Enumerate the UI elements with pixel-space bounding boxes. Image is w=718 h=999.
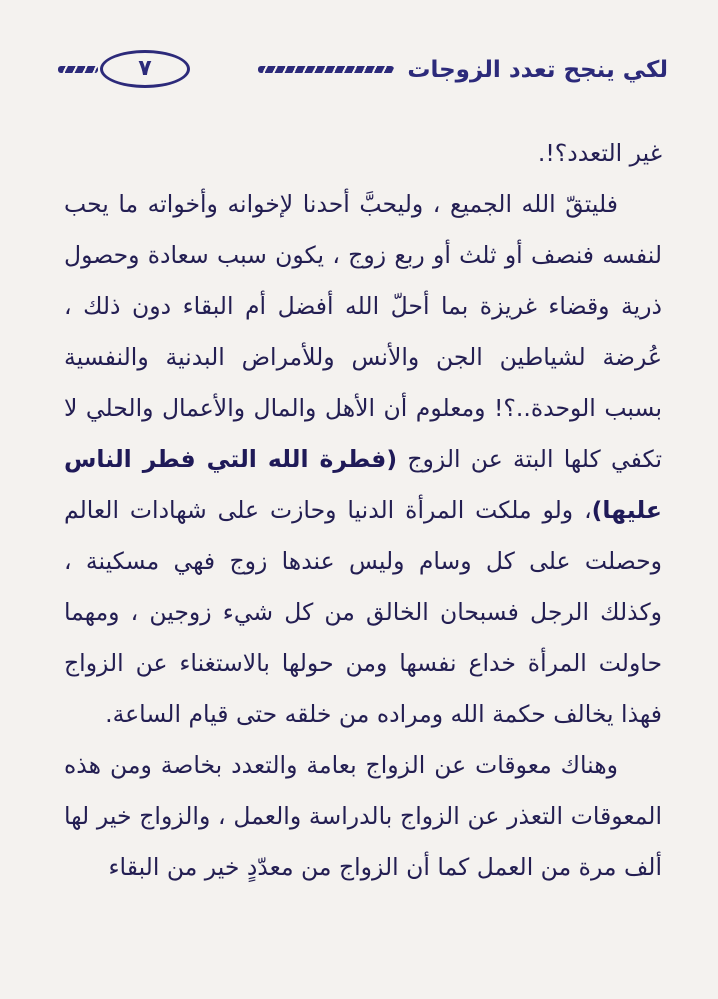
decorative-rope-right — [258, 66, 394, 73]
paragraph-2 — [64, 179, 662, 740]
decorative-rope-left — [58, 66, 98, 73]
quranic-quote: (فطرة الله التي فطر الناس عليها) — [64, 445, 662, 524]
running-title: لكي ينجح تعدد الزوجات — [407, 57, 668, 83]
page-number: ٧ — [100, 50, 190, 88]
paragraph-1: غير التعدد؟!. — [537, 139, 662, 167]
body-text — [64, 128, 662, 893]
paragraph-2-continuation: ، ولو ملكت المرأة الدنيا وحازت على شهادات العالم وحصلت على كل وسام وليس عندها زوج فهي مسكينة ، وكذلك الرجل فسبحان الخالق من كل شيء زوجين ، ومهما حاولت المرأة خداع نفسها ومن حولها بالاستغناء عن الزواج فهذا يخالف حكمة الله ومراده من خلقه حتى قيام الساعة. — [64, 496, 662, 728]
paragraph-2-text: فليتقّ الله الجميع ، وليحبَّ أحدنا لإخوانه وأخواته ما يحب لنفسه فنصف أو ثلث أو ربع زوج ، يكون سبب سعادة وحصول ذرية وقضاء غريزة بما أحلّ الله أفضل أم البقاء دون ذلك ، عُرضة لشياطين الجن والأنس وللأمراض البدنية والنفسية بسبب الوحدة..؟! ومعلوم أن الأهل والمال والأعمال والحلي لا تكفي كلها البتة عن الزوج — [64, 190, 662, 473]
paragraph-3: وهناك معوقات عن الزواج بعامة والتعدد بخاصة ومن هذه المعوقات التعذر عن الزواج بالدراسة والعمل ، والزواج خير لها ألف مرة من العمل كما أن الزواج من معدّدٍ خير من البقاء — [64, 751, 662, 881]
page-header — [58, 48, 668, 92]
